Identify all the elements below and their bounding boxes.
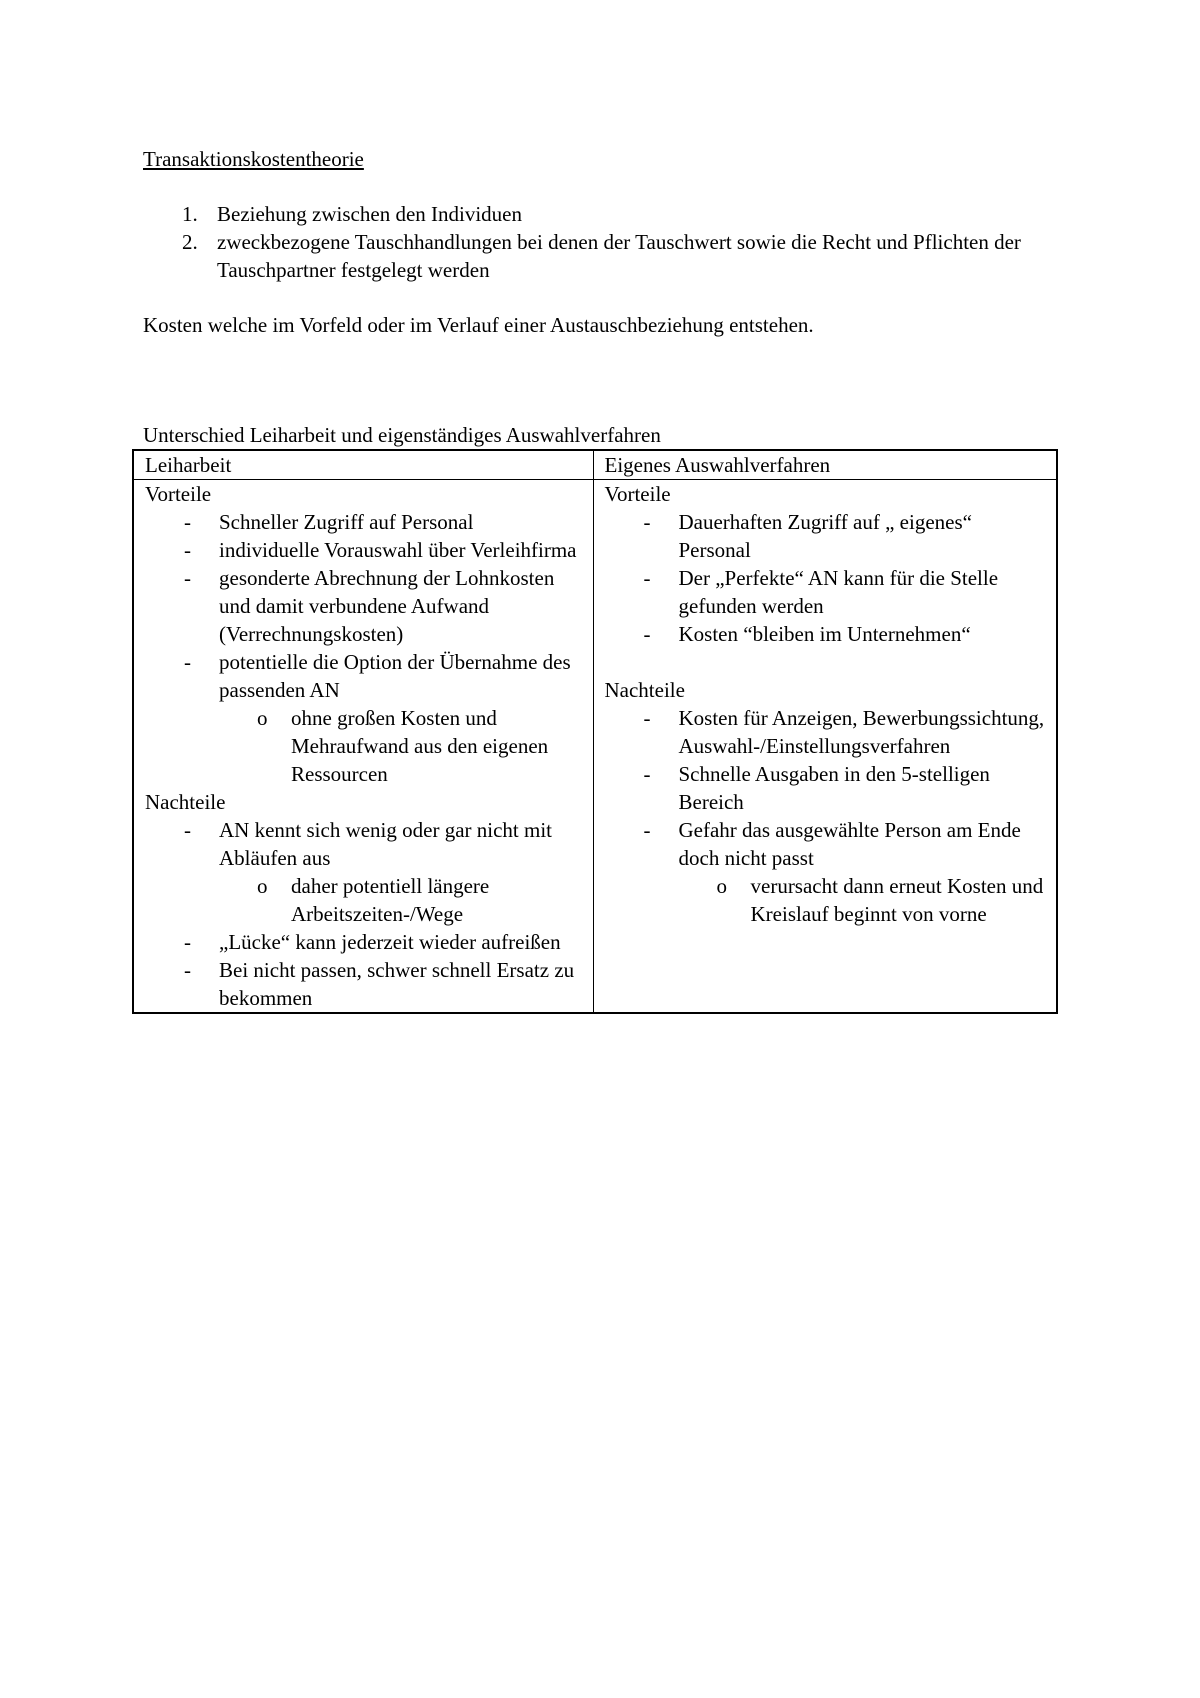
sub-list-item	[219, 872, 583, 928]
dash-bullet: -	[643, 566, 651, 590]
dash-bullet: -	[184, 818, 191, 842]
circle-bullet: o	[257, 874, 268, 898]
pros-list	[145, 508, 583, 788]
list-item	[145, 536, 583, 564]
list-item-text: gesonderte Abrechnung der Lohnkosten und damit verbundene Aufwand (Verrechnungskosten)	[219, 566, 555, 646]
list-item-text: Kosten “bleiben im Unternehmen“	[678, 622, 971, 646]
table-header-row	[133, 450, 1057, 480]
list-item-text: „Lücke“ kann jederzeit wieder aufreißen	[219, 930, 561, 954]
cons-label: Nachteile	[145, 790, 226, 814]
dash-bullet: -	[643, 818, 651, 842]
list-item	[605, 704, 1047, 760]
cons-label: Nachteile	[604, 678, 685, 702]
list-item	[605, 564, 1047, 620]
dash-bullet: -	[643, 706, 651, 730]
list-item	[145, 564, 583, 648]
list-item	[145, 956, 583, 1012]
dash-bullet: -	[184, 510, 191, 534]
list-number: 2.	[182, 230, 198, 254]
dash-bullet: -	[184, 650, 191, 674]
list-item	[605, 816, 1047, 928]
dash-bullet: -	[643, 510, 651, 534]
list-item	[145, 508, 583, 536]
cons-list	[145, 816, 583, 1012]
list-item-text: individuelle Vorauswahl über Verleihfirma	[219, 538, 577, 562]
column-header-leiharbeit: Leiharbeit	[133, 450, 593, 480]
list-item	[145, 816, 583, 928]
document-page	[143, 145, 1055, 1010]
table-row	[133, 480, 1057, 1014]
list-item-text: AN kennt sich wenig oder gar nicht mit Abläufen aus	[219, 818, 553, 870]
circle-bullet: o	[716, 874, 727, 898]
list-item-text: Der „Perfekte“ AN kann für die Stelle gefunden werden	[678, 566, 999, 618]
sub-list-item	[219, 704, 583, 788]
sub-list-item-text: ohne großen Kosten und Mehraufwand aus den eigenen Ressourcen	[291, 706, 549, 786]
dash-bullet: -	[184, 566, 191, 590]
dash-bullet: -	[184, 958, 191, 982]
circle-bullet: o	[257, 706, 268, 730]
sub-list-item	[679, 872, 1047, 928]
dash-bullet: -	[184, 538, 191, 562]
list-item-text: Schnelle Ausgaben in den 5-stelligen Bereich	[678, 762, 990, 814]
definition-paragraph: Kosten welche im Vorfeld oder im Verlauf einer Austauschbeziehung entstehen.	[143, 313, 814, 337]
dash-bullet: -	[643, 622, 651, 646]
document-heading: Transaktionskostentheorie	[143, 147, 364, 171]
list-item-text: zweckbezogene Tauschhandlungen bei denen der Tauschwert sowie die Recht und Pflichten der Tauschpartner festgelegt werden	[217, 230, 1021, 282]
column-header-auswahlverfahren: Eigenes Auswahlverfahren	[593, 450, 1057, 480]
sub-list-item-text: daher potentiell längere Arbeitszeiten-/Wege	[291, 874, 490, 926]
cell-leiharbeit	[133, 480, 593, 1014]
list-item-text: Schneller Zugriff auf Personal	[219, 510, 474, 534]
list-item-text: Gefahr das ausgewählte Person am Ende doch nicht passt	[678, 818, 1021, 870]
list-item	[143, 228, 1055, 284]
comparison-table	[132, 449, 1058, 1014]
dash-bullet: -	[643, 762, 651, 786]
pros-list	[605, 508, 1047, 648]
sub-list-item-text: verursacht dann erneut Kosten und Kreislauf beginnt von vorne	[750, 874, 1044, 926]
list-item	[145, 648, 583, 788]
list-item	[605, 760, 1047, 816]
list-item	[605, 620, 1047, 648]
numbered-list	[143, 200, 1055, 284]
pros-label: Vorteile	[145, 482, 212, 506]
cell-auswahlverfahren	[593, 480, 1057, 1014]
sub-list	[219, 872, 583, 928]
list-item	[143, 200, 1055, 228]
list-number: 1.	[182, 202, 198, 226]
cons-list	[605, 704, 1047, 928]
list-item-text: potentielle die Option der Übernahme des passenden AN	[219, 650, 571, 702]
list-item-text: Beziehung zwischen den Individuen	[217, 202, 522, 226]
list-item	[145, 928, 583, 956]
pros-label: Vorteile	[604, 482, 671, 506]
sub-list	[219, 704, 583, 788]
sub-list	[679, 872, 1047, 928]
list-item	[605, 508, 1047, 564]
list-item-text: Bei nicht passen, schwer schnell Ersatz zu bekommen	[219, 958, 575, 1010]
dash-bullet: -	[184, 930, 191, 954]
list-item-text: Dauerhaften Zugriff auf „ eigenes“ Personal	[678, 510, 972, 562]
blank-line	[605, 648, 1047, 676]
table-caption: Unterschied Leiharbeit und eigenständiges Auswahlverfahren	[143, 423, 661, 447]
list-item-text: Kosten für Anzeigen, Bewerbungssichtung, Auswahl-/Einstellungsverfahren	[678, 706, 1045, 758]
